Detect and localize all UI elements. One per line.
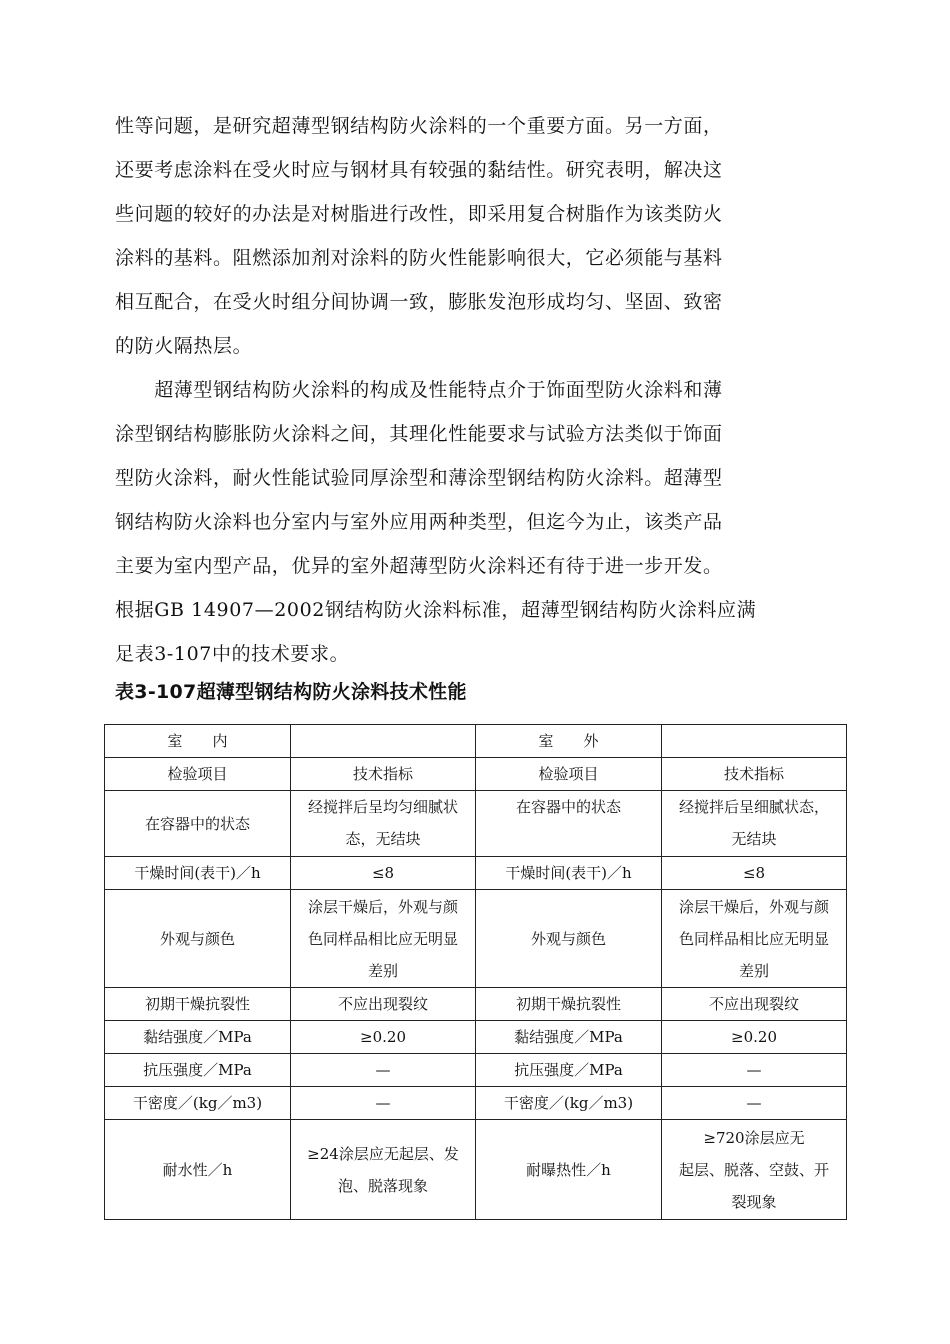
text-line: 根据GB 14907—2002钢结构防火涂料标准，超薄型钢结构防火涂料应满 (115, 599, 757, 621)
table-cell (105, 1054, 291, 1087)
table-cell (476, 1021, 662, 1054)
text-line: 涂型钢结构膨胀防火涂料之间，其理化性能要求与试验方法类似于饰面 (115, 423, 723, 445)
text-line: 钢结构防火涂料也分室内与室外应用两种类型，但迄今为止，该类产品 (115, 511, 723, 533)
cell-text-line: 在容器中的状态 (515, 798, 621, 816)
cell-text-line: ≥0.20 (360, 1028, 406, 1046)
body-paragraph-2 (115, 368, 835, 676)
table-cell (291, 890, 476, 988)
text-line: 性等问题，是研究超薄型钢结构防火涂料的一个重要方面。另一方面， (115, 115, 723, 137)
table-cell (291, 1087, 476, 1120)
body-paragraph-1 (115, 104, 835, 368)
table-row (105, 1054, 847, 1087)
table-cell (291, 1021, 476, 1054)
table-cell (476, 791, 662, 857)
cell-text-line: 差别 (738, 961, 769, 980)
table-cell (662, 1054, 847, 1087)
spec-table (104, 724, 847, 1220)
table-cell (476, 988, 662, 1021)
cell-text-line: 干密度／(kg／m3) (132, 1094, 263, 1112)
cell-text-line: 不应出现裂纹 (337, 995, 428, 1013)
table-cell (662, 791, 847, 857)
cell-text-line: 色同样品相比应无明显 (307, 929, 458, 948)
group-header-indoor: 室 内 (105, 725, 291, 758)
column-header-spec: 技术指标 (291, 758, 476, 791)
group-header-row (105, 725, 847, 758)
table-cell (291, 1054, 476, 1087)
cell-text-line: — (746, 1061, 762, 1079)
text-line: 型防火涂料，耐火性能试验同厚涂型和薄涂型钢结构防火涂料。超薄型 (115, 467, 723, 489)
table-row (105, 1021, 847, 1054)
table-cell (476, 1120, 662, 1220)
cell-text-line: 干燥时间(表干)／h (134, 864, 261, 882)
cell-text-line: 黏结强度／MPa (514, 1028, 623, 1046)
table-cell (662, 857, 847, 890)
cell-text-line: 在容器中的状态 (144, 814, 250, 833)
cell-text-line: 色同样品相比应无明显 (678, 929, 829, 948)
table-cell (291, 791, 476, 857)
table-cell (662, 1120, 847, 1220)
table-cell (105, 890, 291, 988)
text-line: 涂料的基料。阻燃添加剂对涂料的防火性能影响很大，它必须能与基料 (115, 247, 723, 269)
text-line: 主要为室内型产品，优异的室外超薄型防火涂料还有待于进一步开发。 (115, 555, 723, 577)
cell-text-line: 外观与颜色 (530, 929, 606, 948)
table-cell (662, 1021, 847, 1054)
cell-text-line: 经搅拌后呈均匀细腻状 (307, 798, 458, 816)
table-row (105, 988, 847, 1021)
table-cell (476, 1054, 662, 1087)
cell-text-line: — (375, 1061, 391, 1079)
cell-text-line: 初期干燥抗裂性 (144, 995, 250, 1013)
cell-text-line: 干密度／(kg／m3) (503, 1094, 634, 1112)
table-cell (105, 988, 291, 1021)
text-line: 足表3-107中的技术要求。 (115, 643, 350, 665)
cell-text-line: 涂层干燥后，外观与颜 (307, 897, 458, 916)
text-line: 的防火隔热层。 (115, 335, 253, 357)
table-row (105, 857, 847, 890)
cell-text-line: 差别 (367, 961, 398, 980)
cell-text-line: 不应出现裂纹 (708, 995, 799, 1013)
cell-text-line: — (375, 1094, 391, 1112)
cell-text-line: 经搅拌后呈细腻状态， (678, 798, 829, 816)
table-row (105, 1120, 847, 1220)
cell-text-line: ≥0.20 (731, 1028, 777, 1046)
table-row (105, 890, 847, 988)
table-cell (105, 1120, 291, 1220)
cell-text-line: 起层、脱落、空鼓、开 (678, 1160, 829, 1179)
table-cell (662, 890, 847, 988)
cell-text-line: 涂层干燥后，外观与颜 (678, 897, 829, 916)
cell-text-line: 干燥时间(表干)／h (505, 864, 632, 882)
cell-text-line: ≤8 (742, 864, 766, 882)
text-line: 还要考虑涂料在受火时应与钢材具有较强的黏结性。研究表明，解决这 (115, 159, 723, 181)
table-cell (105, 791, 291, 857)
column-header-item: 检验项目 (476, 758, 662, 791)
column-header-item: 检验项目 (105, 758, 291, 791)
table-cell (105, 857, 291, 890)
cell-text-line: 裂现象 (731, 1192, 777, 1211)
table-cell (291, 988, 476, 1021)
table-cell (662, 1087, 847, 1120)
cell-text-line: 黏结强度／MPa (143, 1028, 252, 1046)
table-cell (476, 890, 662, 988)
spec-table-body (105, 725, 847, 1220)
column-header-spec: 技术指标 (662, 758, 847, 791)
table-cell (291, 857, 476, 890)
cell-text-line: 初期干燥抗裂性 (515, 995, 621, 1013)
cell-text-line: ≤8 (371, 864, 395, 882)
table-cell (105, 1087, 291, 1120)
column-header-row (105, 758, 847, 791)
table-row (105, 791, 847, 857)
table-cell (105, 1021, 291, 1054)
cell-text-line: 泡、脱落现象 (337, 1176, 428, 1195)
text-line: 超薄型钢结构防火涂料的构成及性能特点介于饰面型防火涂料和薄 (115, 379, 723, 401)
cell-text-line: 耐水性／h (162, 1160, 233, 1179)
text-line: 相互配合，在受火时组分间协调一致，膨胀发泡形成均匀、坚固、致密 (115, 291, 723, 313)
table-cell (476, 857, 662, 890)
table-cell (476, 1087, 662, 1120)
table-caption: 表3-107超薄型钢结构防火涂料技术性能 (115, 681, 467, 703)
cell-text-line: 抗压强度／MPa (514, 1061, 623, 1079)
text-line: 些问题的较好的办法是对树脂进行改性，即采用复合树脂作为该类防火 (115, 203, 723, 225)
cell-text-line: ≥24涂层应无起层、发 (307, 1144, 459, 1163)
group-header-blank (662, 725, 847, 758)
group-header-outdoor: 室 外 (476, 725, 662, 758)
cell-text-line: 抗压强度／MPa (143, 1061, 252, 1079)
table-cell (662, 988, 847, 1021)
cell-text-line: 外观与颜色 (159, 929, 235, 948)
cell-text-line: 态，无结块 (345, 830, 421, 848)
cell-text-line: 无结块 (731, 830, 777, 848)
table-cell (291, 1120, 476, 1220)
cell-text-line: ≥720涂层应无 (703, 1128, 805, 1147)
table-row (105, 1087, 847, 1120)
group-header-blank (291, 725, 476, 758)
cell-text-line: 耐曝热性／h (526, 1160, 611, 1179)
cell-text-line: — (746, 1094, 762, 1112)
